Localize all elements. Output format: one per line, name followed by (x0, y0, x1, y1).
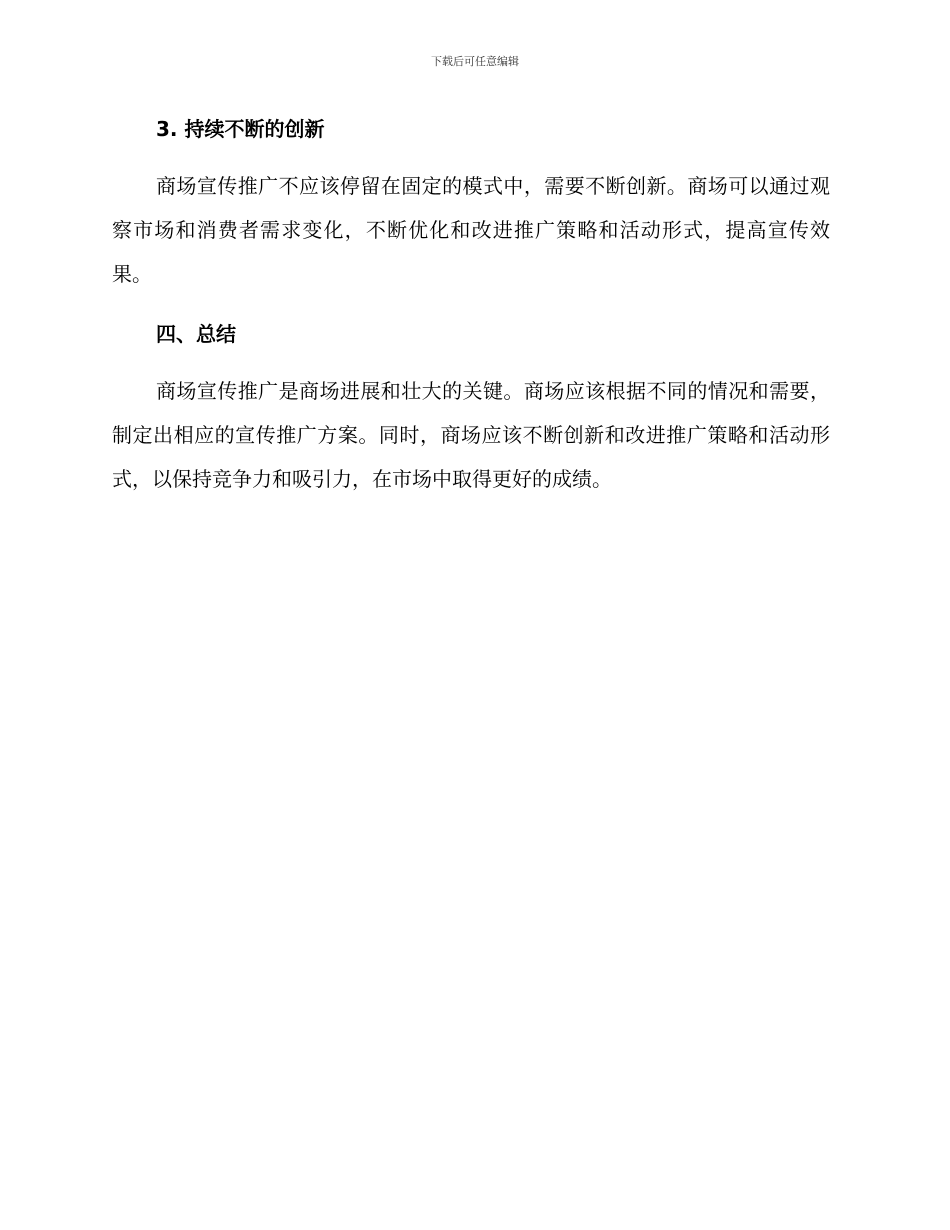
document-body (112, 112, 830, 501)
section-heading-innovation: 3. 持续不断的创新 (156, 117, 325, 141)
section-paragraph-summary: 商场宣传推广是商场进展和壮大的关键。商场应该根据不同的情况和需要，制定出相应的宣传推广方案。同时，商场应该不断创新和改进推广策略和活动形式，以保持竞争力和吸引力，在市场中取得更好的成绩。 (112, 379, 830, 491)
section-heading-summary: 四、总结 (156, 322, 236, 346)
page-header: 下载后可任意编辑 (431, 55, 519, 68)
section-paragraph-innovation: 商场宣传推广不应该停留在固定的模式中，需要不断创新。商场可以通过观察市场和消费者需求变化，不断优化和改进推广策略和活动形式，提高宣传效果。 (112, 174, 830, 286)
